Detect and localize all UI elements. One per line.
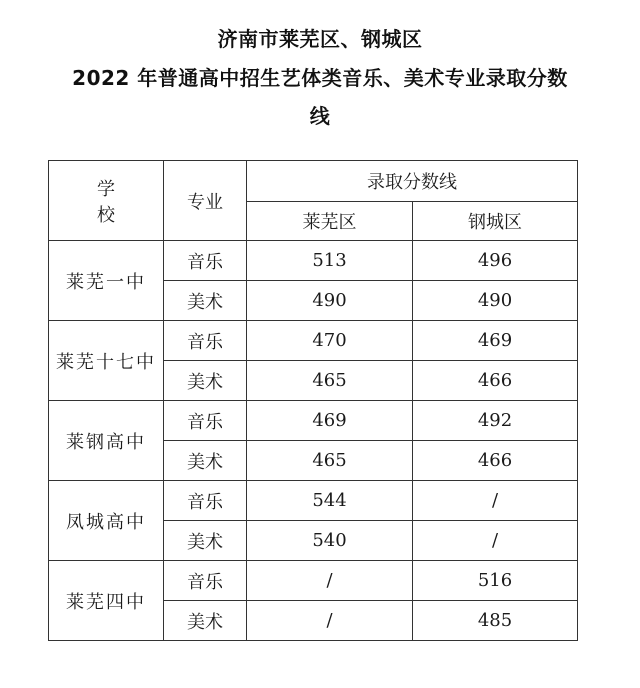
school-name: 莱钢高中 — [49, 401, 164, 481]
score-laiwu: 465 — [247, 361, 413, 401]
major-cell: 美术 — [164, 361, 247, 401]
score-gangcheng: 496 — [413, 241, 578, 281]
major-cell: 美术 — [164, 521, 247, 561]
header-school: 学校 — [49, 161, 164, 241]
major-cell: 美术 — [164, 281, 247, 321]
score-gangcheng: 485 — [413, 601, 578, 641]
document-title-line-1: 济南市莱芜区、钢城区 — [217, 27, 423, 51]
school-name: 莱芜十七中 — [49, 321, 164, 401]
score-laiwu: 513 — [247, 241, 413, 281]
table-row — [49, 321, 578, 361]
major-cell: 音乐 — [164, 481, 247, 521]
school-name: 凤城高中 — [49, 481, 164, 561]
score-gangcheng: 469 — [413, 321, 578, 361]
score-gangcheng: 492 — [413, 401, 578, 441]
major-cell: 美术 — [164, 601, 247, 641]
score-laiwu: 544 — [247, 481, 413, 521]
score-gangcheng: 466 — [413, 441, 578, 481]
major-cell: 音乐 — [164, 401, 247, 441]
header-district-gangcheng: 钢城区 — [413, 202, 578, 241]
document-title-line-3: 线 — [309, 104, 331, 128]
score-laiwu: 490 — [247, 281, 413, 321]
score-laiwu: / — [247, 561, 413, 601]
score-laiwu: / — [247, 601, 413, 641]
header-district-laiwu: 莱芜区 — [247, 202, 413, 241]
table-header-row — [49, 161, 578, 202]
major-cell: 音乐 — [164, 241, 247, 281]
admission-score-table — [48, 160, 578, 641]
score-gangcheng: 466 — [413, 361, 578, 401]
score-gangcheng: 516 — [413, 561, 578, 601]
table-row — [49, 561, 578, 601]
school-name: 莱芜四中 — [49, 561, 164, 641]
table-row — [49, 401, 578, 441]
score-gangcheng: 490 — [413, 281, 578, 321]
score-laiwu: 470 — [247, 321, 413, 361]
score-laiwu: 540 — [247, 521, 413, 561]
school-name: 莱芜一中 — [49, 241, 164, 321]
major-cell: 音乐 — [164, 561, 247, 601]
header-score-group: 录取分数线 — [247, 161, 578, 202]
major-cell: 美术 — [164, 441, 247, 481]
major-cell: 音乐 — [164, 321, 247, 361]
table-row — [49, 241, 578, 281]
header-major: 专业 — [164, 161, 247, 241]
table-row — [49, 481, 578, 521]
document-title-line-2: 2022 年普通高中招生艺体类音乐、美术专业录取分数 — [72, 66, 568, 90]
score-laiwu: 469 — [247, 401, 413, 441]
score-gangcheng: / — [413, 481, 578, 521]
score-gangcheng: / — [413, 521, 578, 561]
score-laiwu: 465 — [247, 441, 413, 481]
